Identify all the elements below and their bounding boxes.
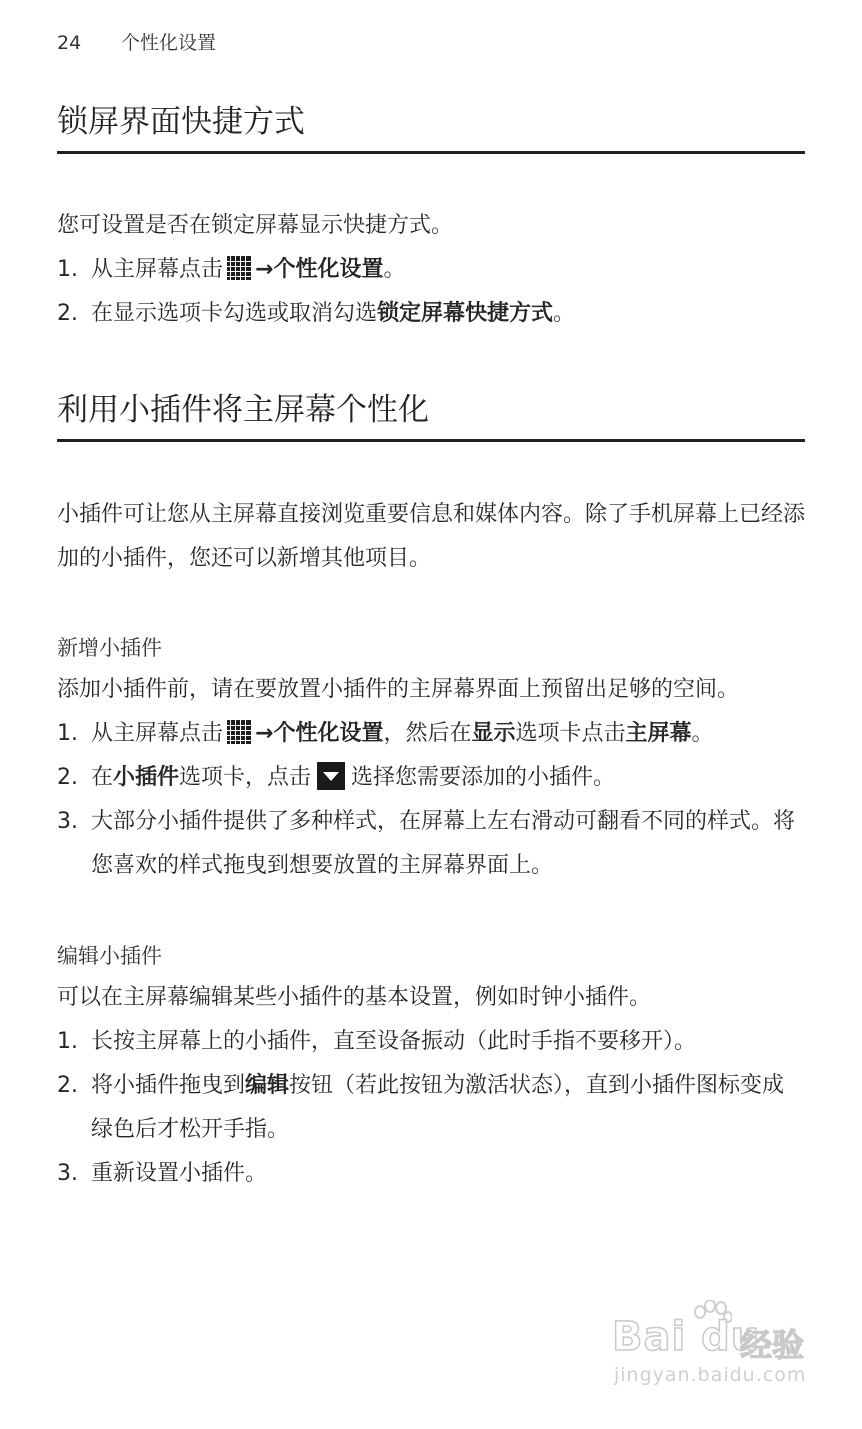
page-header: [57, 28, 216, 55]
list-item: 2. 在小插件选项卡，点击 选择您需要添加的小插件。: [57, 756, 805, 800]
list-item: 1. 从主屏幕点击 →个性化设置，然后在显示选项卡点击主屏幕。: [57, 721, 714, 746]
list-item: 1. 从主屏幕点击 →个性化设置。: [57, 257, 406, 282]
section-title-lockscreen: 锁屏界面快捷方式: [57, 104, 805, 154]
section-intro-widgets: 小插件可让您从主屏幕直接浏览重要信息和媒体内容。除了手机屏幕上已经添加的小插件，您还可以新增其他项目。: [57, 502, 806, 571]
all-apps-grid-icon: [227, 256, 251, 280]
list-item: 2. 将小插件拖曳到编辑按钮（若此按钮为激活状态），直到小插件图标变成绿色后才松开手指。: [57, 1073, 785, 1142]
watermark-brand: Bai du: [612, 1314, 761, 1360]
page-number: 24: [57, 32, 82, 54]
list-item: 1. 长按主屏幕上的小插件，直至设备振动（此时手指不要移开）。: [57, 1029, 697, 1054]
all-apps-grid-icon: [227, 720, 251, 744]
section-intro-lockscreen: 您可设置是否在锁定屏幕显示快捷方式。: [57, 213, 454, 238]
subsection-title-add: 新增小插件: [57, 636, 162, 660]
section-title-widgets: 利用小插件将主屏幕个性化: [57, 392, 805, 442]
chapter-title: 个性化设置: [121, 32, 217, 54]
subsection-intro-edit: 可以在主屏幕编辑某些小插件的基本设置，例如时钟小插件。: [57, 985, 652, 1010]
subsection-title-edit: 编辑小插件: [57, 944, 162, 968]
list-item: 2. 在显示选项卡勾选或取消勾选锁定屏幕快捷方式。: [57, 301, 576, 326]
subsection-intro-add: 添加小插件前，请在要放置小插件的主屏幕界面上预留出足够的空间。: [57, 677, 740, 702]
list-item: 3. 重新设置小插件。: [57, 1161, 268, 1186]
list-item: 3. 大部分小插件提供了多种样式，在屏幕上左右滑动可翻看不同的样式。将您喜欢的样式拖曳到想要放置的主屏幕界面上。: [57, 809, 796, 878]
watermark-cn: 经验: [740, 1326, 805, 1364]
dropdown-triangle-icon: [317, 762, 345, 790]
watermark-url: jingyan.baidu.com: [614, 1364, 807, 1386]
baidu-jingyan-watermark: [612, 1300, 812, 1396]
